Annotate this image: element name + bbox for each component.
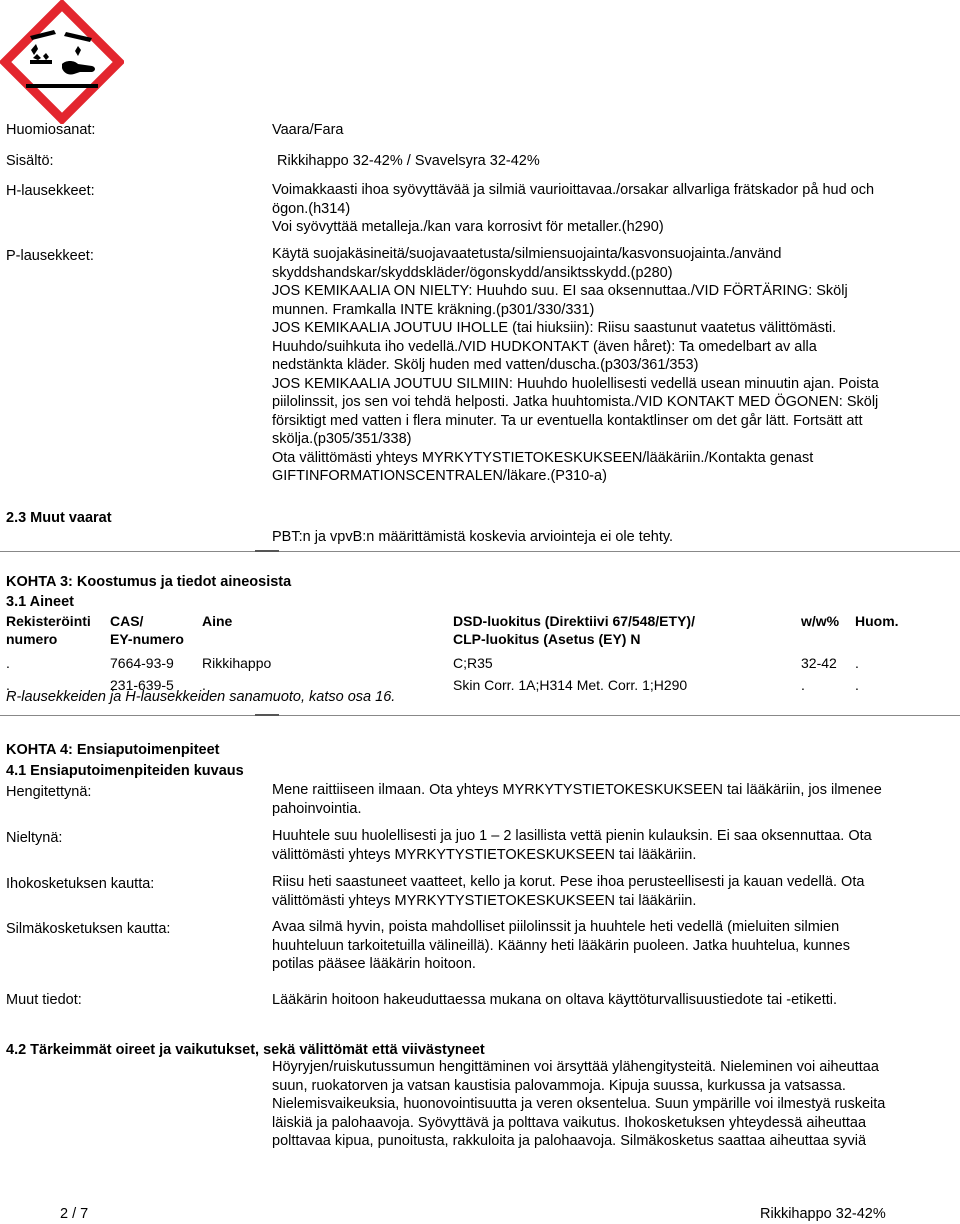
other-info-text: Lääkärin hoitoon hakeuduttaessa mukana on oltava käyttöturvallisuustiedote tai -etiketti. <box>272 992 838 1008</box>
cell-classification: C;R35 <box>453 655 493 671</box>
eye-contact-text: Avaa silmä hyvin, poista mahdolliset piilolinssit ja huuhtele heti vedellä (mieluiten silmien huuhteluun tarkoitetuilla välineillä). Käänny heti lääkärin puoleen. Jatka huuhtelua, kunnes potilas pääsee lääkärin hoitoon. <box>272 919 850 972</box>
p-statement-line: JOS KEMIKAALIA ON NIELTY: Huuhdo suu. EI saa oksennuttaa./VID FÖRTÄRING: Skölj <box>272 283 848 299</box>
symptoms-text: Höyryjen/ruiskutussumun hengittäminen voi ärsyttää ylähengitysteitä. Nieleminen voi aiheuttaa suun, ruokatorven ja vatsan kaustisia palovammoja. Kipuja suussa, kurkussa ja vatsassa. Nielemisvaikeuksia, huonovointisuutta ja veren oksentelua. Suun ympärille voi ilmestyä ruskeita läiskiä ja palohaavoja. Syövyttävä ja polttava vaikutus. Ihokosketuksen yhteydessä aiheuttaa polttavaa kipua, punoitusta, rakkuloita ja palohaavoja. Silmäkosketus saattaa aiheuttaa syviä <box>272 1059 886 1149</box>
section3-subheading: 3.1 Aineet <box>6 594 74 610</box>
section4-2-heading: 4.2 Tärkeimmät oireet ja vaikutukset, sekä välittömät että viivästyneet <box>6 1042 485 1058</box>
header-cas: CAS/ EY-numero <box>110 613 184 647</box>
header-classification: DSD-luokitus (Direktiivi 67/548/ETY)/ CLP-luokitus (Asetus (EY) N <box>453 613 695 647</box>
cell-cas: 231-639-5 <box>110 677 174 693</box>
signal-word-value: Vaara/Fara <box>272 122 344 138</box>
ingestion-text: Huuhtele suu huolellisesti ja juo 1 – 2 lasillista vettä pienin kulauksin. Ei saa oksennuttaa. Ota välittömästi yhteys MYRKYTYSTIETOKESKUKSEEN tai lääkäriin. <box>272 828 872 863</box>
p-statement-line: Ota välittömästi yhteys MYRKYTYSTIETOKESKUKSEEN/lääkäriin./Kontakta genast <box>272 449 814 466</box>
contents-label: Sisältö: <box>6 153 54 169</box>
other-hazards-heading: 2.3 Muut vaarat <box>6 510 112 526</box>
h-statements-label: H-lausekkeet: <box>6 183 95 199</box>
p-statement-line: Huuhdo/suihkuta iho vedellä./VID HUDKONTAKT (även håret): Ta omedelbart av alla <box>272 338 817 355</box>
section4-subheading: 4.1 Ensiaputoimenpiteiden kuvaus <box>6 763 244 779</box>
p-statement-line: skyddshandskar/skyddskläder/ögonskydd/ansiktsskydd.(p280) <box>272 264 673 281</box>
r-h-phrases-note: R-lausekkeiden ja H-lausekkeiden sanamuoto, katso osa 16. <box>6 689 396 705</box>
p-statement-line: Käytä suojakäsineitä/suojavaatetusta/silmiensuojainta/kasvonsuojainta./använd <box>272 246 782 262</box>
header-note: Huom. <box>855 613 899 629</box>
skin-contact-label: Ihokosketuksen kautta: <box>6 876 155 892</box>
other-hazards-text: PBT:n ja vpvB:n määrittämistä koskevia arviointeja ei ole tehty. <box>272 529 674 545</box>
header-registration: Rekisteröinti numero <box>6 613 91 647</box>
skin-contact-text: Riisu heti saastuneet vaatteet, kello ja korut. Pese ihoa perusteellisesti ja kauan vedellä. Ota välittömästi yhteys MYRKYTYSTIETOKESKUKSEEN tai lääkäriin. <box>272 874 865 909</box>
signal-word-label: Huomiosanat: <box>6 122 96 138</box>
section3-heading: KOHTA 3: Koostumus ja tiedot aineosista <box>6 574 292 590</box>
other-info-label: Muut tiedot: <box>6 992 82 1008</box>
cell-registration: . <box>6 677 10 693</box>
p-statements-label: P-lausekkeet: <box>6 248 94 264</box>
h-statement-line: Voimakkaasti ihoa syövyttävää ja silmiä vaurioittavaa./orsakar allvarliga frätskador på hud och <box>272 182 875 198</box>
p-statement-line: nedstänkta kläder. Skölj huden med vatten/duscha.(p303/361/353) <box>272 357 699 373</box>
inhalation-text: Mene raittiiseen ilmaan. Ota yhteys MYRKYTYSTIETOKESKUKSEEN tai lääkäriin, jos ilmenee pahoinvointia. <box>272 782 882 817</box>
section-divider <box>0 551 960 552</box>
cell-ww: . <box>801 677 805 693</box>
section4-heading: KOHTA 4: Ensiaputoimenpiteet <box>6 742 220 758</box>
cell-note: . <box>855 655 859 671</box>
ghs-corrosion-pictogram-icon <box>0 0 124 124</box>
section-divider <box>0 715 960 716</box>
header-ww: w/w% <box>801 613 840 629</box>
h-statement-line: ögon.(h314) <box>272 200 351 217</box>
p-statement-line: GIFTINFORMATIONSCENTRALEN/läkare.(P310-a) <box>272 468 607 484</box>
h-statement-line: Voi syövyttää metalleja./kan vara korrosivt för metaller.(h290) <box>272 219 664 235</box>
p-statement-line: piilolinssit, jos sen voi tehdä helposti. Jatka huuhtomista./VID KONTAKT MED ÖGONEN: Skölj <box>272 394 879 410</box>
cell-substance: Rikkihappo <box>202 655 272 671</box>
cell-registration: . <box>6 655 10 671</box>
p-statements-text <box>272 245 954 486</box>
p-statement-line: JOS KEMIKAALIA JOUTUU IHOLLE (tai hiuksiin): Riisu saastunut vaatetus välittömästi. <box>272 320 837 336</box>
contents-value: Rikkihappo 32-42% / Svavelsyra 32-42% <box>277 153 540 169</box>
h-statements-text <box>272 181 954 237</box>
cell-classification: Skin Corr. 1A;H314 Met. Corr. 1;H290 <box>453 677 688 693</box>
header-substance: Aine <box>202 613 233 629</box>
page-number: 2 / 7 <box>60 1206 89 1222</box>
cell-cas: 7664-93-9 <box>110 655 174 671</box>
cell-substance: . <box>202 677 206 693</box>
table-header-row <box>6 612 899 648</box>
p-statement-line: JOS KEMIKAALIA JOUTUU SILMIIN: Huuhdo huolellisesti vedellä usean minuutin ajan. Poista <box>272 375 879 392</box>
cell-note: . <box>855 677 859 693</box>
eye-contact-label: Silmäkosketuksen kautta: <box>6 921 171 937</box>
inhalation-label: Hengitettynä: <box>6 784 92 800</box>
table-row <box>6 654 899 672</box>
footer-product-name: Rikkihappo 32-42% <box>760 1206 886 1222</box>
ingestion-label: Nieltynä: <box>6 830 63 846</box>
cell-ww: 32-42 <box>801 655 837 671</box>
p-statement-line: försiktigt med vatten i flera minuter. Ta ur eventuella kontaktlinser om det går lätt. Fortsätt att <box>272 412 863 429</box>
p-statement-line: munnen. Framkalla INTE kräkning.(p301/330/331) <box>272 301 595 318</box>
p-statement-line: skölja.(p305/351/338) <box>272 431 412 447</box>
ingredients-table <box>6 612 899 694</box>
